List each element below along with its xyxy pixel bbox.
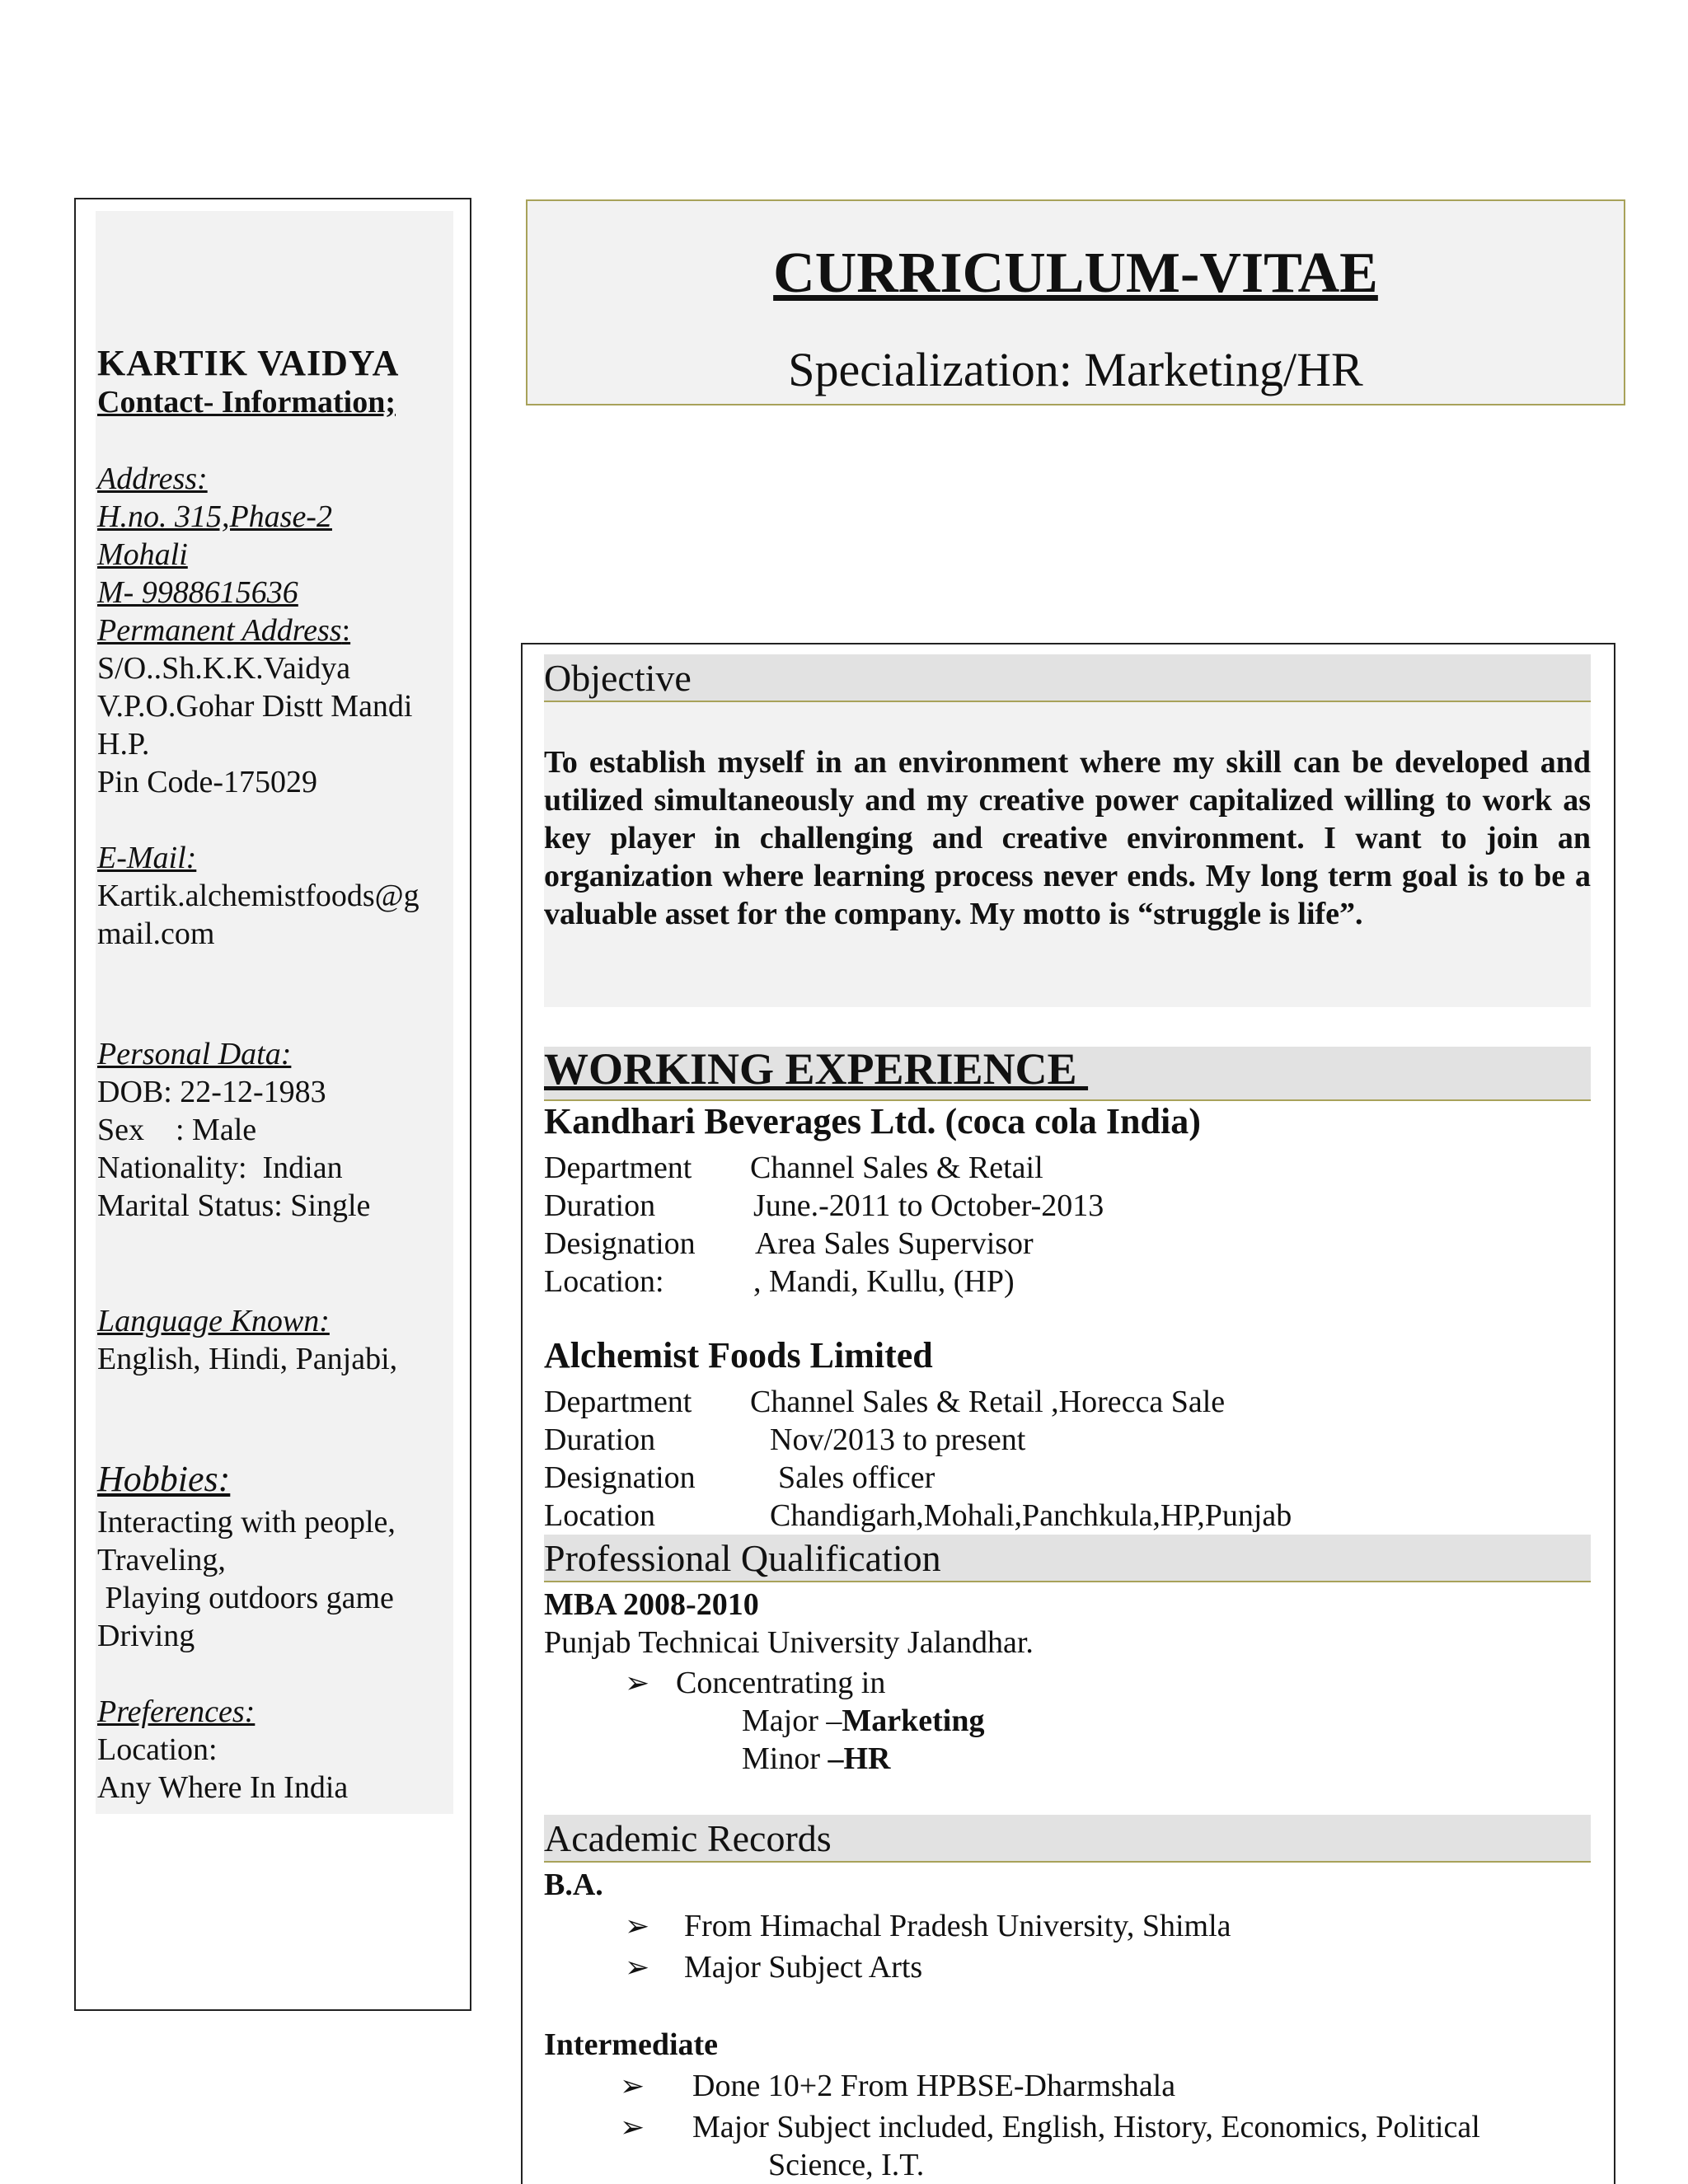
contact-heading: Contact- Information; [97, 385, 396, 419]
ba-item-1: From Himachal Pradesh University, Shimla [684, 1909, 1231, 1943]
job-1-location-label: Location: [544, 1264, 664, 1299]
intermediate-label: Intermediate [544, 2027, 719, 2062]
language-label: Language Known: [97, 1304, 330, 1338]
candidate-name: KARTIK VAIDYA [97, 343, 400, 383]
job-2-duration: Nov/2013 to present [770, 1422, 1026, 1457]
bullet-arrow-icon: ➢ [620, 2069, 645, 2102]
job-2-location-label: Location [544, 1498, 656, 1533]
job-2-department: Channel Sales & Retail ,Horecca Sale [750, 1385, 1226, 1419]
hobbies-label: Hobbies: [97, 1459, 231, 1499]
job-1-designation-label: Designation [544, 1226, 696, 1261]
job-2-duration-label: Duration [544, 1422, 656, 1457]
sidebar [74, 198, 471, 2011]
specialization: Specialization: Marketing/HR [788, 343, 1363, 396]
sex: Sex : Male [97, 1113, 257, 1147]
mba-university: Punjab Technicai University Jalandhar. [544, 1625, 1034, 1660]
address-line-1: H.no. 315,Phase-2 [97, 499, 332, 534]
ba-label: B.A. [544, 1868, 603, 1902]
job-1-department: Channel Sales & Retail [750, 1151, 1043, 1185]
job-1-company: Kandhari Beverages Ltd. (coca cola India) [544, 1101, 1201, 1141]
objective-heading: Objective [544, 657, 692, 699]
job-1-department-label: Department [544, 1151, 692, 1185]
languages: English, Hindi, Panjabi, [97, 1342, 398, 1376]
email-label: E-Mail: [97, 841, 197, 875]
concentrating-in: Concentrating in [676, 1666, 886, 1700]
qualification-heading: Professional Qualification [544, 1537, 941, 1579]
marital-status: Marital Status: Single [97, 1188, 371, 1223]
job-2-designation-label: Designation [544, 1460, 696, 1495]
academic-heading: Academic Records [544, 1817, 832, 1859]
hobby-1: Interacting with people, [97, 1505, 396, 1540]
bullet-arrow-icon: ➢ [625, 1951, 650, 1984]
bullet-arrow-icon: ➢ [625, 1666, 650, 1699]
date-of-birth: DOB: 22-12-1983 [97, 1075, 326, 1109]
qualification-heading-bar [544, 1535, 1591, 1582]
job-2-department-label: Department [544, 1385, 692, 1419]
major-specialization: Major –Marketing [742, 1704, 985, 1738]
experience-heading: WORKING EXPERIENCE [544, 1044, 1089, 1094]
permanent-address-line-2: V.P.O.Gohar Distt Mandi [97, 689, 413, 724]
preferences-label: Preferences: [97, 1694, 256, 1729]
email-line-2: mail.com [97, 916, 215, 951]
permanent-address-line-1: S/O..Sh.K.K.Vaidya [97, 651, 351, 686]
header-box [526, 199, 1625, 405]
mobile-number: M- 9988615636 [97, 575, 298, 610]
hobby-3: Playing outdoors game [97, 1581, 394, 1615]
hobby-4: Driving [97, 1619, 195, 1653]
academic-heading-bar [544, 1815, 1591, 1863]
address-label: Address: [97, 462, 208, 496]
objective-text: To establish myself in an environment where my skill can be developed and utilized simultaneously and my creative power capitalized willing to work as key player in challenging and creative environment. I want to join an organization where learning process never ends. My long term goal is to be a valuable asset for the company. My motto is “struggle is life”. [544, 745, 1591, 931]
experience-heading-bar [544, 1044, 1591, 1101]
bullet-arrow-icon: ➢ [625, 1910, 650, 1943]
nationality: Nationality: Indian [97, 1151, 343, 1185]
job-1-designation: Area Sales Supervisor [755, 1226, 1034, 1261]
personal-data-label: Personal Data: [97, 1037, 292, 1071]
job-2-location: Chandigarh,Mohali,Panchkula,HP,Punjab [770, 1498, 1292, 1533]
job-2-designation: Sales officer [778, 1460, 935, 1495]
permanent-address-line-3: H.P. [97, 727, 150, 762]
permanent-address-label: Permanent Address: [97, 613, 351, 648]
job-1-location: , Mandi, Kullu, (HP) [753, 1264, 1015, 1299]
hobby-2: Traveling, [97, 1543, 226, 1577]
objective-heading-bar [544, 654, 1591, 702]
preferred-location-value: Any Where In India [97, 1770, 349, 1805]
mba-degree: MBA 2008-2010 [544, 1587, 759, 1622]
job-1-duration: June.-2011 to October-2013 [753, 1188, 1104, 1223]
intermediate-item-2-continued: Science, I.T. [768, 2148, 925, 2182]
minor-specialization: Minor –HR [742, 1741, 891, 1776]
intermediate-item-1: Done 10+2 From HPBSE-Dharmshala [692, 2069, 1176, 2103]
email-line-1: Kartik.alchemistfoods@g [97, 879, 420, 913]
permanent-address-pincode: Pin Code-175029 [97, 765, 318, 799]
ba-item-2: Major Subject Arts [684, 1950, 923, 1985]
bullet-arrow-icon: ➢ [620, 2111, 645, 2144]
main-content [521, 643, 1615, 2184]
address-line-2: Mohali [97, 537, 188, 572]
document-title: CURRICULUM-VITAE [773, 241, 1378, 305]
preferred-location-label: Location: [97, 1732, 218, 1767]
job-2-company: Alchemist Foods Limited [544, 1335, 933, 1376]
job-1-duration-label: Duration [544, 1188, 656, 1223]
intermediate-item-2: Major Subject included, English, History, Economics, Political [692, 2110, 1480, 2144]
